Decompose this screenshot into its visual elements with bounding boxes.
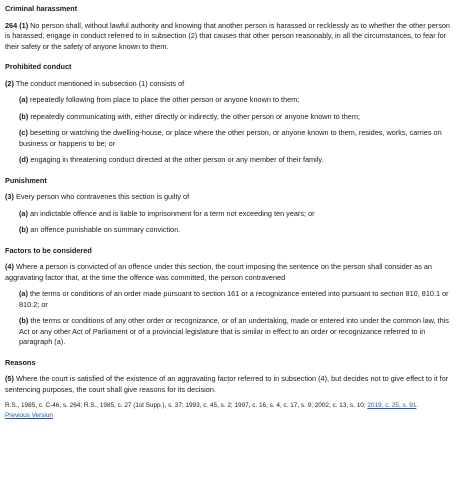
previous-version-link[interactable]: Previous Version — [5, 411, 53, 419]
paragraph-label: (c) — [19, 128, 28, 137]
subsection-1 — [5, 21, 455, 53]
subsection-text: Where the court is satisfied of the existence of an aggravating factor referred to in subsection (4), but decides not to give effect to it for sentencing purposes, the court shall give reasons for its decision. — [5, 374, 449, 394]
subsection-2 — [5, 79, 455, 90]
paragraph-text: the terms or conditions of an order made pursuant to section 161 or a recognizance entered into pursuant to section 810, 810.1 or 810.2; or — [19, 289, 449, 309]
paragraph-text: engaging in threatening conduct directed at the other person or any member of their family. — [30, 155, 324, 164]
paragraph-label: (b) — [19, 111, 29, 121]
paragraph-4b — [19, 316, 455, 348]
paragraph-2d — [19, 155, 455, 166]
reasons-heading: Reasons — [5, 357, 36, 367]
paragraph-label: (a) — [19, 95, 28, 104]
subsection-4 — [5, 262, 455, 283]
amendment-link[interactable]: 2019, c. 25, s. 91 — [367, 402, 417, 409]
paragraph-2a — [19, 95, 455, 106]
history-end: . — [416, 402, 419, 409]
punishment-heading: Punishment — [5, 175, 47, 185]
subsection-number: (3) — [5, 192, 14, 201]
paragraph-label: (d) — [19, 155, 29, 164]
paragraph-text: an offence punishable on summary conviction. — [30, 225, 181, 234]
amendment-history — [5, 401, 455, 411]
subsection-number: (2) — [5, 78, 14, 88]
previous-version-row — [5, 411, 455, 421]
paragraph-label: (a) — [19, 289, 28, 298]
subsection-3 — [5, 192, 455, 203]
paragraph-3b — [19, 225, 455, 236]
subsection-number: (4) — [5, 262, 14, 271]
paragraph-label: (b) — [19, 225, 29, 234]
paragraph-2b — [19, 112, 455, 123]
paragraph-4a — [19, 289, 455, 310]
section-heading: Criminal harassment — [5, 4, 78, 13]
subsection-number: 264 (1) — [5, 20, 29, 30]
subsection-text: The conduct mentioned in subsection (1) consists of — [15, 78, 185, 88]
statute-section — [5, 4, 455, 420]
factors-heading: Factors to be considered — [5, 245, 92, 255]
subsection-5 — [5, 374, 455, 395]
paragraph-text: the terms or conditions of any other order or recognizance, or of an undertaking, made or entered into under the common law, this Act or any other Act of Parliament or of a provincial legislature that is similar in effect to an order or recognizance referred to in paragraph (a). — [19, 316, 449, 346]
paragraph-text: repeatedly following from place to place the other person or anyone known to them; — [29, 95, 300, 104]
prohibited-conduct-heading: Prohibited conduct — [5, 62, 72, 71]
subsection-number: (5) — [5, 374, 14, 383]
subsection-text: Where a person is convicted of an offence under this section, the court imposing the sentence on the person shall consider as an aggravating factor that, at the time the offence was committed, the person contravened — [5, 262, 432, 282]
paragraph-label: (a) — [19, 208, 28, 218]
subsection-text: No person shall, without lawful authority and knowing that another person is harassed or recklessly as to whether the other person is harassed, engage in conduct referred to in subsection (2) that causes that other person reasonably, in all the circumstances, to fear for their safety or the safety of anyone known to them. — [5, 20, 450, 51]
paragraph-text: repeatedly communicating with, either directly or indirectly, the other person or anyone known to them; — [30, 111, 360, 121]
paragraph-2c — [19, 128, 455, 149]
history-text: R.S., 1985, c. C-46, s. 264; R.S., 1985, c. 27 (1st Supp.), s. 37; 1993, c. 45, s. 2; 1997, c. 16, s. 4, c. 17, s. 9; 2002, c. 13, s. 10; — [5, 402, 368, 409]
paragraph-label: (b) — [19, 316, 29, 325]
paragraph-text: besetting or watching the dwelling-house, or place where the other person, or anyone known to them, resides, works, carries on business or happens to be; or — [19, 128, 442, 148]
subsection-text: Every person who contravenes this section is guilty of — [15, 192, 190, 201]
paragraph-3a — [19, 209, 455, 220]
paragraph-text: an indictable offence and is liable to imprisonment for a term not exceeding ten years; or — [29, 208, 315, 218]
